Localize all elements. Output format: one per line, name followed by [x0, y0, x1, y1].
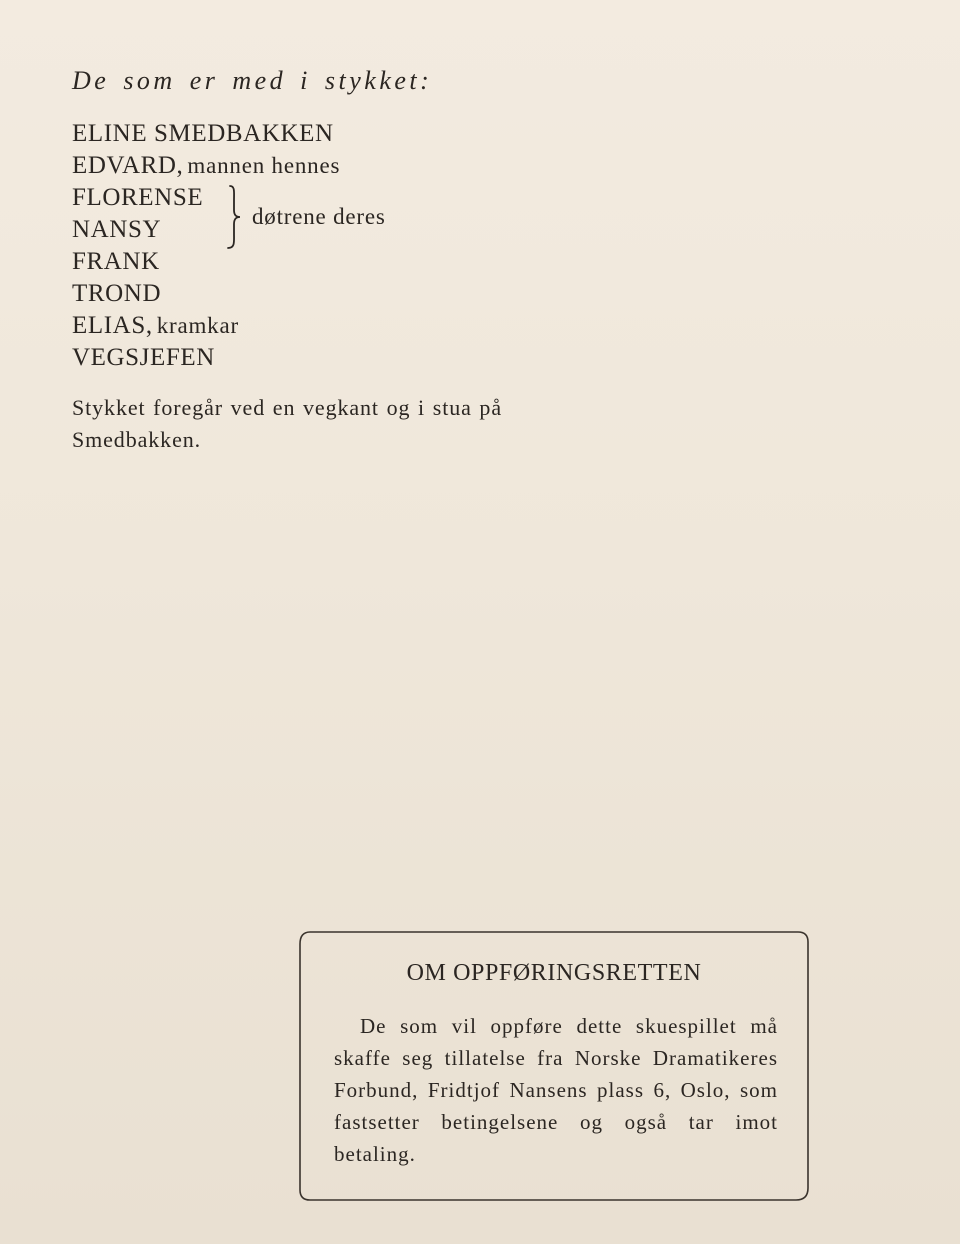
cast-name: NANSY: [72, 216, 162, 243]
cast-item: [72, 342, 340, 374]
cast-name: FLORENSE: [72, 184, 204, 211]
setting-note: Stykket foregår ved en vegkant og i stua på Smedbakken.: [72, 395, 502, 452]
cast-description: mannen hennes: [187, 153, 341, 178]
cast-name: ELINE SMEDBAKKEN: [72, 120, 334, 147]
curly-brace-icon: [222, 184, 246, 250]
brace-label: døtrene deres: [252, 204, 386, 229]
cast-name: VEGSJEFEN: [72, 344, 215, 371]
cast-name: ELIAS,: [72, 312, 153, 339]
cast-item: [72, 310, 340, 342]
cast-item: [72, 246, 340, 278]
daughters-brace-group: [222, 184, 422, 250]
cast-heading: De som er med i stykket:: [72, 66, 433, 95]
cast-item: [72, 278, 340, 310]
rights-title: OM OPPFØRINGSRETTEN: [406, 960, 702, 986]
cast-item: [72, 118, 340, 150]
cast-item: [72, 150, 340, 182]
cast-name: FRANK: [72, 248, 160, 275]
cast-name: TROND: [72, 280, 162, 307]
cast-description: kramkar: [156, 313, 239, 338]
rights-text: De som vil oppføre dette skuespillet må skaffe seg tillatelse fra Norske Dramatikeres Forbund, Fridtjof Nansens plass 6, Oslo, som fastsetter betingelsene og også tar imot betaling.: [334, 1014, 778, 1166]
cast-name: EDVARD,: [72, 152, 184, 179]
